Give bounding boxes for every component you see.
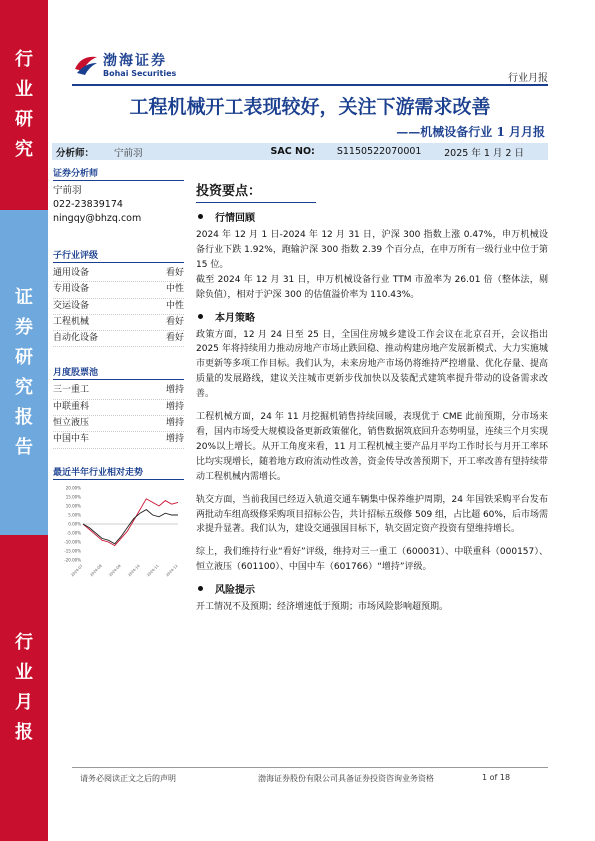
- table-row: 工程机械 看好: [53, 315, 184, 331]
- market-review-paragraph-1: 2024 年 12 月 1 日-2024 年 12 月 31 日，沪深 300 指数上涨 0.47%，申万机械设备行业下跌 1.92%，跑输沪深 300 指数 2.39 个百分点，在申万所有一级行业中位于第 15 位。: [196, 230, 548, 270]
- logo-english-name: Bohai Securities: [103, 69, 177, 78]
- footer-qualification: 渤海证券股份有限公司具备证券投资咨询业务资格: [258, 774, 434, 783]
- analyst-name: 宁前羽: [114, 147, 143, 159]
- chart-header: 最近半年行业相对走势: [53, 465, 184, 480]
- table-row: 恒立液压 增持: [53, 416, 184, 432]
- investment-points-title: 投资要点：: [196, 180, 316, 203]
- sidebar-category-industry-research: 行 业 研 究: [0, 0, 48, 210]
- sac-number: S1150522070001: [336, 146, 422, 157]
- table-row: 自动化设备 看好: [53, 331, 184, 347]
- bullet-icon: [198, 314, 203, 319]
- sub-rating-table: [53, 266, 184, 347]
- stock-pool-header: 月度股票池: [53, 365, 184, 380]
- left-column: [53, 166, 184, 579]
- page-number: 1 of 18: [482, 773, 511, 782]
- stock-pool-table: [53, 383, 184, 448]
- y-tick-label: 10.00%: [65, 503, 81, 509]
- section-risk-warning: 风险提示: [196, 581, 548, 596]
- strategy-paragraph-4: 综上，我们维持行业“看好”评级，维持对三一重工（600031）、中联重科（000157）、恒立液压（601100）、中国中车（601766）“增持”评级。: [196, 547, 548, 573]
- table-row: 中国中车 增持: [53, 432, 184, 448]
- strategy-paragraph-2: 工程机械方面，24 年 11 月挖掘机销售持续回暖，表现优于 CME 此前预期，分市场来看，国内市场受大规模设备更新政策催化，销售数据筑底回升态势明显，连续三个月实现 20%以上增长。从开工角度来看，11 月工程机械主要产品月平均工作时长与月开工率环比均实现增长，随着地方政府流动性改善，资金传导改善预期下，开工率改善有望持续带动工程机械内需增长。: [196, 412, 548, 482]
- y-tick-label: 0.00%: [68, 521, 81, 527]
- right-column: [196, 180, 548, 615]
- page-title: 工程机械开工表现较好，关注下游需求改善: [129, 96, 491, 118]
- bohai-logo-icon: [73, 51, 99, 77]
- sidebar-category-securities-report: 证 券 研 究 报 告: [0, 210, 48, 535]
- report-type-label: 行业月报: [508, 73, 548, 84]
- table-row: 交运设备 中性: [53, 299, 184, 315]
- table-row: 三一重工 增持: [53, 383, 184, 399]
- company-logo: [73, 50, 176, 78]
- x-tick-label: 2024-11: [146, 563, 160, 577]
- analyst-label: 分析师：: [56, 147, 95, 159]
- y-tick-label: 5.00%: [68, 512, 81, 518]
- y-tick-label: 20.00%: [65, 485, 81, 491]
- footer-disclaimer: 请务必阅读正文之后的声明: [80, 774, 176, 783]
- footer-divider: [72, 767, 548, 768]
- strategy-paragraph-3: 轨交方面，当前我国已经迈入轨道交通车辆集中保养维护周期，24 年国铁采购平台发布两批动车组高级修采购项目招标公告，共计招标五级修 509 组，占比超 60%，后市场需求提升显著。我们认为，建设交通强国目标下，轨交固定资产投资有望维持增长。: [196, 494, 548, 535]
- x-tick-label: 2024-12: [165, 563, 179, 577]
- analyst-section-header: 证券分析师: [53, 166, 184, 181]
- table-row: 专用设备 中性: [53, 282, 184, 298]
- bullet-icon: [198, 586, 203, 591]
- sidebar: [0, 0, 48, 841]
- table-row: 中联重科 增持: [53, 400, 184, 416]
- section-market-review: 行情回顾: [196, 209, 548, 224]
- logo-chinese-name: 渤海证券: [103, 53, 167, 69]
- header-divider: [72, 84, 548, 86]
- y-tick-label: 15.00%: [65, 494, 81, 500]
- report-date: 2025 年 1 月 2 日: [444, 147, 524, 159]
- analyst-info-name: 宁前羽: [53, 185, 82, 196]
- series-line-0: [83, 498, 178, 545]
- sidebar-category-industry-monthly: 行 业 月 报: [0, 535, 48, 841]
- analyst-phone: 022-23839174: [53, 199, 123, 210]
- y-tick-label: -5.00%: [66, 530, 81, 536]
- x-tick-label: 2024-09: [108, 563, 122, 577]
- table-row: 通用设备 看好: [53, 266, 184, 282]
- y-tick-label: -15.00%: [64, 548, 81, 554]
- bullet-icon: [198, 214, 203, 219]
- market-review-paragraph-2: 截至 2024 年 12 月 31 日，申万机械设备行业 TTM 市盈率为 26.01 倍（整体法，剔除负值），相对于沪深 300 的估值溢价率为 110.43%。: [196, 274, 548, 300]
- series-line-1: [83, 509, 178, 543]
- sac-label: SAC NO:: [270, 146, 315, 157]
- analyst-info: [53, 184, 184, 226]
- page-subtitle: ——机械设备行业 1 月月报: [396, 125, 545, 139]
- strategy-paragraph-1: 政策方面，12 月 24 日至 25 日，全国住房城乡建设工作会议在北京召开，会议指出 2025 年将持续用力推动房地产市场止跌回稳、推动构建房地产发展新模式、大力实施城市更新等多项工作目标。我们认为，未来房地产市场仍将维持严控增量、优化存量、提高质量的发展路线，建议关注城市更新步伐加快以及装配式建筑率提升带动的设备需求改善。: [196, 329, 548, 400]
- analyst-bar: [52, 143, 548, 160]
- risk-paragraph: 开工情况不及预期；经济增速低于预期；市场风险影响超预期。: [196, 602, 449, 613]
- y-tick-label: -20.00%: [64, 557, 81, 563]
- relative-trend-chart: [53, 484, 184, 579]
- sub-rating-header: 子行业评级: [53, 248, 184, 263]
- x-tick-label: 2024-07: [70, 563, 84, 577]
- y-tick-label: -10.00%: [64, 539, 81, 545]
- x-tick-label: 2024-08: [89, 563, 103, 577]
- analyst-email[interactable]: ningqy@bhzq.com: [53, 213, 142, 224]
- x-tick-label: 2024-10: [127, 563, 141, 577]
- section-monthly-strategy: 本月策略: [196, 309, 548, 324]
- trend-chart-svg: [53, 484, 184, 579]
